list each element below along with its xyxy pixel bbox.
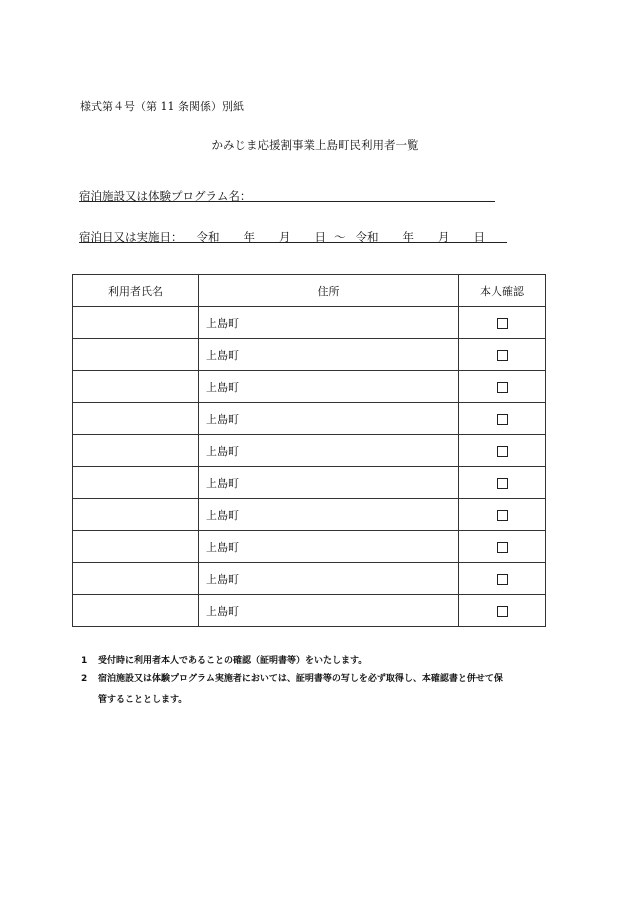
table-row — [73, 339, 546, 371]
id-check-checkbox[interactable] — [497, 510, 508, 521]
table-row — [73, 371, 546, 403]
id-check-checkbox[interactable] — [497, 574, 508, 585]
user-name-cell[interactable] — [73, 403, 199, 435]
table-row — [73, 595, 546, 627]
table-row — [73, 531, 546, 563]
note-1-number: 1 — [81, 656, 88, 666]
date-label: 宿泊日又は実施日： — [79, 230, 183, 244]
user-list-table — [72, 274, 546, 627]
id-check-checkbox[interactable] — [497, 382, 508, 393]
user-name-cell[interactable] — [73, 435, 199, 467]
header-address: 住所 — [199, 275, 459, 307]
id-check-cell — [459, 531, 546, 563]
id-check-cell — [459, 403, 546, 435]
address-cell[interactable]: 上島町 — [199, 499, 459, 531]
address-cell[interactable]: 上島町 — [199, 371, 459, 403]
id-check-cell — [459, 371, 546, 403]
table-row — [73, 307, 546, 339]
id-check-checkbox[interactable] — [497, 446, 508, 457]
address-cell[interactable]: 上島町 — [199, 403, 459, 435]
note-1-text: 受付時に利用者本人であることの確認（証明書等）をいたします。 — [98, 656, 368, 666]
id-check-checkbox[interactable] — [497, 542, 508, 553]
date-range-tilde: ～ — [334, 230, 346, 244]
year-start-label: 年 — [243, 230, 255, 244]
id-check-cell — [459, 307, 546, 339]
address-cell[interactable]: 上島町 — [199, 563, 459, 595]
note-2-number: 2 — [81, 674, 88, 684]
user-name-cell[interactable] — [73, 595, 199, 627]
user-name-cell[interactable] — [73, 531, 199, 563]
form-number: 様式第４号（第 11 条関係）別紙 — [80, 100, 244, 113]
note-2-continuation: 管することとします。 — [98, 695, 188, 705]
month-end-label: 月 — [438, 230, 450, 244]
id-check-checkbox[interactable] — [497, 350, 508, 361]
address-cell[interactable]: 上島町 — [199, 595, 459, 627]
table-row — [73, 435, 546, 467]
user-name-cell[interactable] — [73, 563, 199, 595]
note-2 — [81, 671, 503, 684]
note-2-text: 宿泊施設又は体験プログラム実施者においては、証明書等の写しを必ず取得し、本確認書と併せて保 — [98, 674, 503, 684]
id-check-cell — [459, 595, 546, 627]
facility-label: 宿泊施設又は体験プログラム名： — [79, 189, 252, 203]
page-title: かみじま応援割事業上島町民利用者一覧 — [211, 138, 419, 152]
era-start: 令和 — [196, 230, 220, 244]
user-name-cell[interactable] — [73, 339, 199, 371]
table-row — [73, 563, 546, 595]
header-id-check: 本人確認 — [459, 275, 546, 307]
user-name-cell[interactable] — [73, 371, 199, 403]
era-end: 令和 — [355, 230, 379, 244]
table-header-row — [73, 275, 546, 307]
address-cell[interactable]: 上島町 — [199, 467, 459, 499]
table-row — [73, 403, 546, 435]
id-check-cell — [459, 563, 546, 595]
table-row — [73, 499, 546, 531]
user-name-cell[interactable] — [73, 307, 199, 339]
header-name: 利用者氏名 — [73, 275, 199, 307]
table-row — [73, 467, 546, 499]
address-cell[interactable]: 上島町 — [199, 531, 459, 563]
facility-name-field[interactable] — [79, 201, 495, 202]
id-check-checkbox[interactable] — [497, 478, 508, 489]
id-check-checkbox[interactable] — [497, 414, 508, 425]
id-check-cell — [459, 339, 546, 371]
id-check-checkbox[interactable] — [497, 606, 508, 617]
day-start-label: 日 — [314, 230, 326, 244]
id-check-cell — [459, 435, 546, 467]
date-underline — [79, 242, 507, 243]
id-check-cell — [459, 467, 546, 499]
note-1 — [81, 653, 367, 666]
address-cell[interactable]: 上島町 — [199, 339, 459, 371]
day-end-label: 日 — [473, 230, 485, 244]
address-cell[interactable]: 上島町 — [199, 435, 459, 467]
id-check-cell — [459, 499, 546, 531]
month-start-label: 月 — [279, 230, 291, 244]
address-cell[interactable]: 上島町 — [199, 307, 459, 339]
user-name-cell[interactable] — [73, 467, 199, 499]
user-name-cell[interactable] — [73, 499, 199, 531]
id-check-checkbox[interactable] — [497, 318, 508, 329]
year-end-label: 年 — [402, 230, 414, 244]
